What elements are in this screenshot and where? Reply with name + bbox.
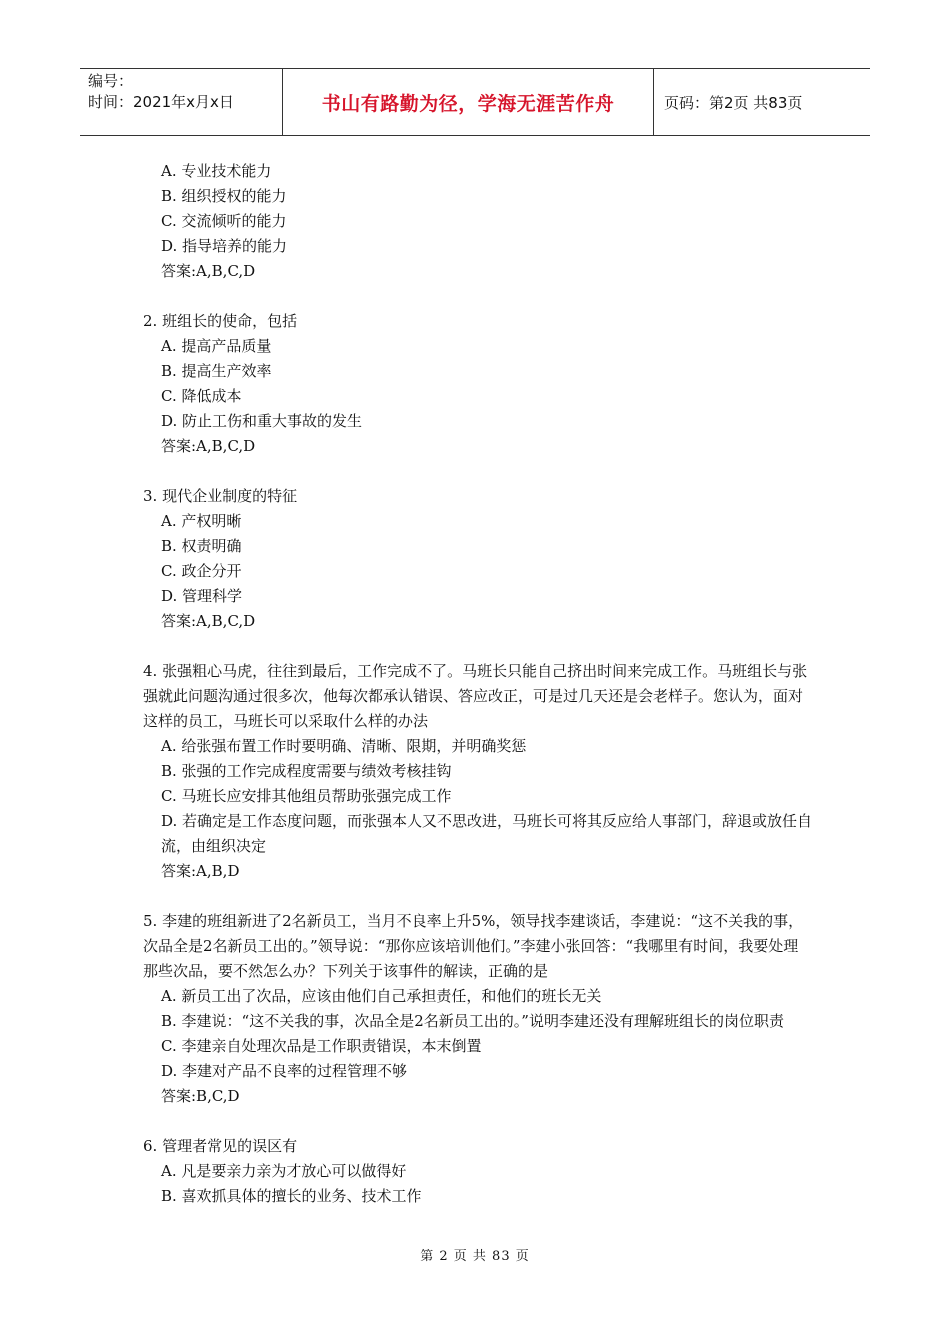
option: A. 专业技术能力 xyxy=(161,162,272,180)
option: C. 李建亲自处理次品是工作职责错误，本末倒置 xyxy=(161,1037,482,1055)
date-label: 时间：2021年x月x日 xyxy=(88,93,234,111)
option: B. 李建说：“这不关我的事，次品全是2名新员工出的。”说明李建还没有理解班组长的岗位职责 xyxy=(161,1012,784,1030)
option: D. 指导培养的能力 xyxy=(161,237,288,255)
option: C. 马班长应安排其他组员帮助张强完成工作 xyxy=(161,787,452,805)
document-body xyxy=(143,159,813,1234)
question-text: 6. 管理者常见的误区有 xyxy=(143,1137,298,1155)
option: A. 产权明晰 xyxy=(161,512,242,530)
option: B. 组织授权的能力 xyxy=(161,187,287,205)
option: B. 权责明确 xyxy=(161,537,242,555)
option: D. 李建对产品不良率的过程管理不够 xyxy=(161,1062,408,1080)
option: C. 政企分开 xyxy=(161,562,242,580)
option: B. 张强的工作完成程度需要与绩效考核挂钩 xyxy=(161,762,452,780)
question-text: 2. 班组长的使命，包括 xyxy=(143,312,298,330)
header-page-info: 页码：第2页 共83页 xyxy=(664,93,803,112)
question-text: 4. 张强粗心马虎，往往到最后，工作完成不了。马班长只能自己挤出时间来完成工作。马班组长与张强就此问题沟通过很多次，他每次都承认错误、答应改正，可是过几天还是会老样子。您认为，面对这样的员工，马班长可以采取什么样的办法 xyxy=(143,662,808,730)
option: D. 若确定是工作态度问题，而张强本人又不思改进，马班长可将其反应给人事部门，辞退或放任自流，由组织决定 xyxy=(161,812,813,855)
question-6 xyxy=(143,1134,813,1209)
header-meta xyxy=(80,69,282,135)
answer: 答案:A,B,C,D xyxy=(161,262,256,280)
number-label: 编号： xyxy=(88,72,134,90)
option: A. 给张强布置工作时要明确、清晰、限期，并明确奖惩 xyxy=(161,737,527,755)
option: A. 提高产品质量 xyxy=(161,337,272,355)
option: C. 降低成本 xyxy=(161,387,242,405)
option: A. 新员工出了次品，应该由他们自己承担责任，和他们的班长无关 xyxy=(161,987,602,1005)
answer: 答案:A,B,C,D xyxy=(161,437,256,455)
option: A. 凡是要亲力亲为才放心可以做得好 xyxy=(161,1162,407,1180)
option: D. 管理科学 xyxy=(161,587,243,605)
question-text: 3. 现代企业制度的特征 xyxy=(143,487,298,505)
option: B. 提高生产效率 xyxy=(161,362,272,380)
question-5 xyxy=(143,909,813,1109)
page-header xyxy=(80,68,870,136)
question-2 xyxy=(143,309,813,459)
question-text: 5. 李建的班组新进了2名新员工，当月不良率上升5%，领导找李建谈话，李建说：“这不关我的事，次品全是2名新员工出的。”领导说：“那你应该培训他们。”李建小张回答：“我哪里有时间，我要处理那些次品，要不然怎么办？下列关于该事件的解读，正确的是 xyxy=(143,912,804,980)
question-1-continued xyxy=(143,159,813,284)
answer: 答案:A,B,C,D xyxy=(161,612,256,630)
answer: 答案:B,C,D xyxy=(161,1087,240,1105)
question-4 xyxy=(143,659,813,884)
page-footer: 第 2 页 共 83 页 xyxy=(420,1249,530,1264)
option: D. 防止工伤和重大事故的发生 xyxy=(161,412,363,430)
question-3 xyxy=(143,484,813,634)
answer: 答案:A,B,D xyxy=(161,862,240,880)
option: C. 交流倾听的能力 xyxy=(161,212,287,230)
option: B. 喜欢抓具体的擅长的业务、技术工作 xyxy=(161,1187,422,1205)
header-motto: 书山有路勤为径，学海无涯苦作舟 xyxy=(282,69,654,135)
